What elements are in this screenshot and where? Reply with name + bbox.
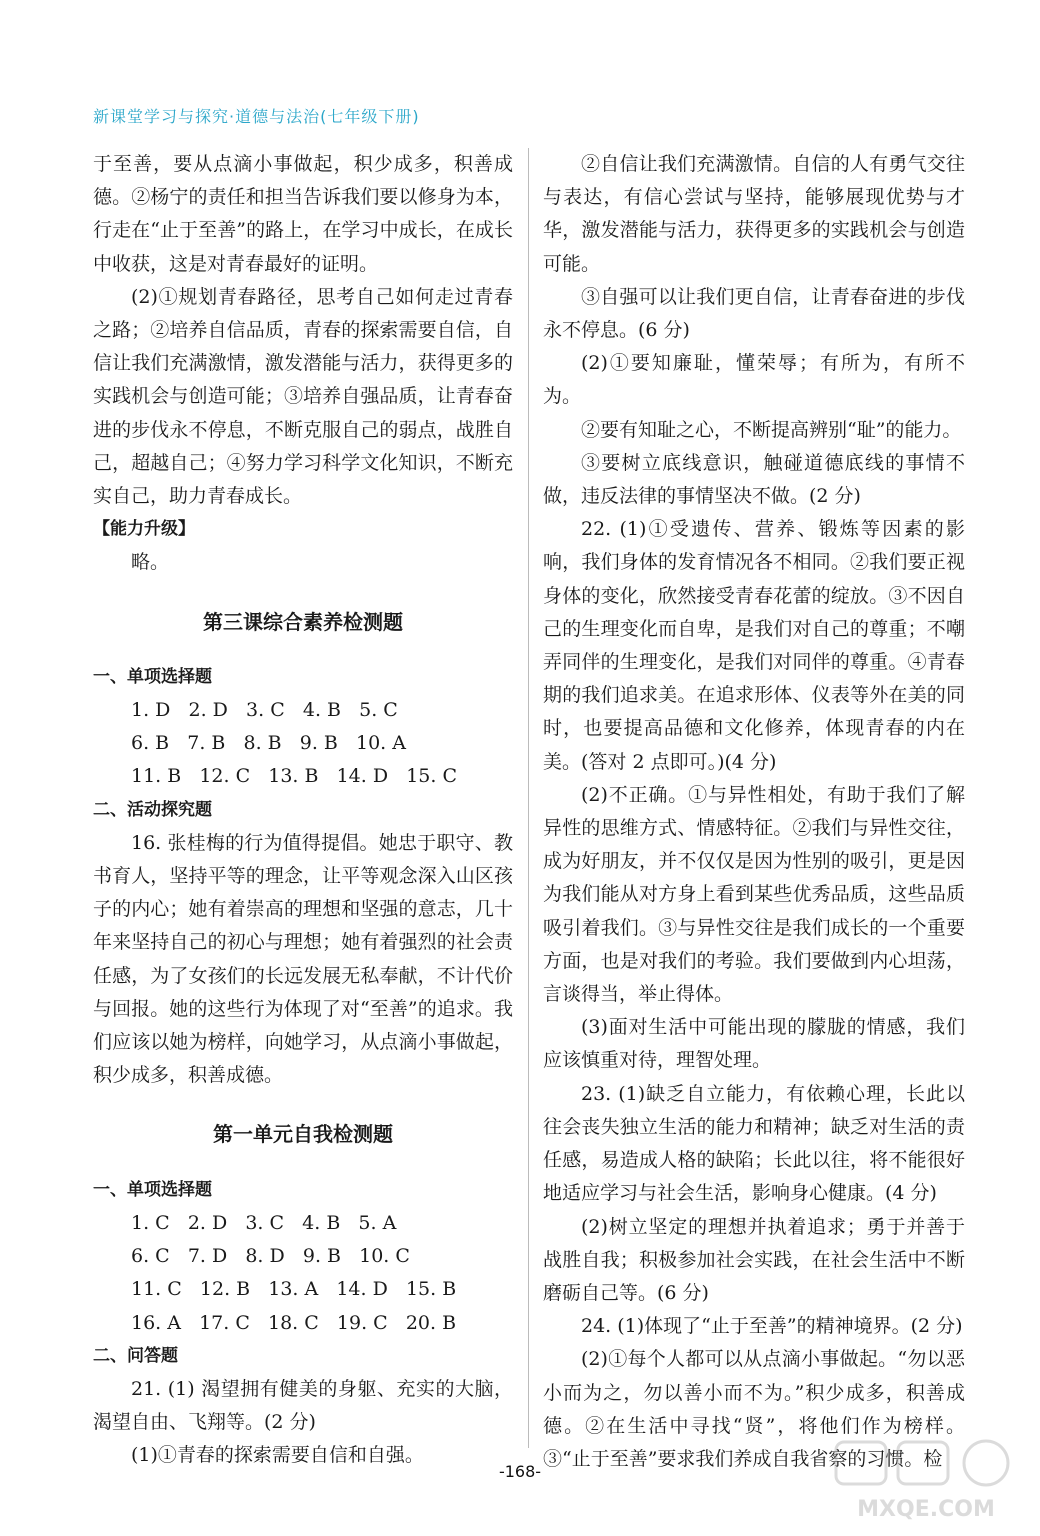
running-header: 新课堂学习与探究·道德与法治(七年级下册) (93, 107, 420, 126)
paragraph: 22. (1)①受遗传、营养、锻炼等因素的影响，我们身体的发育情况各不相同。②我们要正视身体的变化，欣然接受青春花蕾的绽放。③不因自己的生理变化而自卑，是我们对自己的尊重；不嘲弄同伴的生理变化，是我们对同伴的尊重。④青春期的我们追求美。在追求形体、仪表等外在美的同时，也要提高品德和文化修养，体现青春的内在美。(答对 2 点即可。)(4 分) (543, 518, 965, 773)
paragraph: ③自强可以让我们更自信，让青春奋进的步伐永不停息。(6 分) (543, 285, 965, 342)
paragraph: 24. (1)体现了“止于至善”的精神境界。(2 分) (581, 1315, 963, 1338)
watermark-text: MXQE.COM (857, 1497, 995, 1522)
paragraph: (2)①要知廉耻，懂荣辱；有所为，有所不为。 (543, 352, 965, 408)
page-number: -168- (498, 1462, 542, 1481)
section-heading: 一、单项选择题 (93, 666, 212, 687)
paragraph: 于至善，要从点滴小事做起，积少成多，积善成德。②杨宁的责任和担当告诉我们要以修身为本，行走在“止于至善”的路上，在学习中成长，在成长中收获，这是对青春最好的证明。 (93, 153, 513, 275)
answer-row: 1. C 2. D 3. C 4. B 5. A (131, 1211, 397, 1234)
right-column (543, 148, 965, 1476)
answer-row: 11. C 12. B 13. A 14. D 15. B (131, 1278, 457, 1301)
paragraph: ③要树立底线意识，触碰道德底线的事情不做，违反法律的事情坚决不做。(2 分) (543, 451, 965, 508)
left-column (93, 148, 513, 1473)
paragraph: (1)①青春的探索需要自信和自强。 (131, 1444, 424, 1467)
paragraph: (2)树立坚定的理想并执着追求；勇于并善于战胜自我；积极参加社会实践，在社会生活中不断磨砺自己等。(6 分) (543, 1215, 965, 1304)
section-heading: 二、问答题 (93, 1345, 178, 1366)
paragraph: (2)①每个人都可以从点滴小事做起。“勿以恶小而为之，勿以善小而不为。”积少成多，积善成德。②在生活中寻找“贤”，将他们作为榜样。③“止于至善”要求我们养成自我省察的习惯。检 (543, 1348, 965, 1470)
answer-list (93, 1207, 513, 1340)
answer-row: 6. C 7. D 8. D 9. B 10. C (131, 1245, 410, 1268)
paragraph: (3)面对生活中可能出现的朦胧的情感，我们应该慎重对待，理智处理。 (543, 1016, 965, 1072)
paragraph: ②自信让我们充满激情。自信的人有勇气交往与表达，有信心尝试与坚持，能够展现优势与才华，激发潜能与活力，获得更多的实践机会与创造可能。 (543, 153, 965, 275)
answer-row: 6. B 7. B 8. B 9. B 10. A (131, 732, 406, 755)
paragraph: (2)①规划青春路径，思考自己如何走过青春之路；②培养自信品质，青春的探索需要自信，自信让我们充满激情，激发潜能与活力，获得更多的实践机会与创造可能；③培养自强品质，让青春奋进的步伐永不停息，不断克服自己的弱点，战胜自己，超越自己；④努力学习科学文化知识，不断充实自己，助力青春成长。 (93, 285, 513, 508)
paragraph: 23. (1)缺乏自立能力，有依赖心理，长此以往会丧失独立生活的能力和精神；缺乏对生活的责任感，易造成人格的缺陷；长此以往，将不能很好地适应学习与社会生活，影响身心健康。(4 分) (543, 1082, 965, 1205)
answer-row: 1. D 2. D 3. C 4. B 5. C (131, 699, 398, 722)
section-heading: 二、活动探究题 (93, 799, 212, 820)
paragraph: 16. 张桂梅的行为值得提倡。她忠于职守、教书育人，坚持平等的理念，让平等观念深入山区孩子的内心；她有着崇高的理想和坚强的意志，几十年来坚持自己的初心与理想；她有着强烈的社会责任感，为了女孩们的长远发展无私奉献，不计代价与回报。她的这些行为体现了对“至善”的追求。我们应该以她为榜样，向她学习，从点滴小事做起，积少成多，积善成德。 (93, 831, 513, 1087)
section-title: 第三课综合素养检测题 (203, 609, 403, 634)
paragraph: 21. (1) 渴望拥有健美的身躯、充实的大脑，渴望自由、飞翔等。(2 分) (93, 1377, 513, 1434)
section-heading: 一、单项选择题 (93, 1179, 212, 1200)
ability-text: 略。 (131, 551, 170, 574)
section-title: 第一单元自我检测题 (213, 1122, 393, 1147)
answer-row: 11. B 12. C 13. B 14. D 15. C (131, 765, 457, 788)
ability-label: 【能力升级】 (93, 519, 195, 540)
paragraph: (2)不正确。①与异性相处，有助于我们了解异性的思维方式、情感特征。②我们与异性交往，成为好朋友，并不仅仅是因为性别的吸引，更是因为我们能从对方身上看到某些优秀品质，这些品质吸引着我们。③与异性交往是我们成长的一个重要方面，也是对我们的考验。我们要做到内心坦荡，言谈得当，举止得体。 (543, 783, 965, 1006)
answer-list (93, 694, 513, 794)
answer-row: 16. A 17. C 18. C 19. C 20. B (131, 1311, 457, 1334)
watermark-logo (826, 1436, 1026, 1526)
column-divider (528, 148, 529, 1448)
paragraph: ②要有知耻之心，不断提高辨别“耻”的能力。 (581, 418, 962, 441)
